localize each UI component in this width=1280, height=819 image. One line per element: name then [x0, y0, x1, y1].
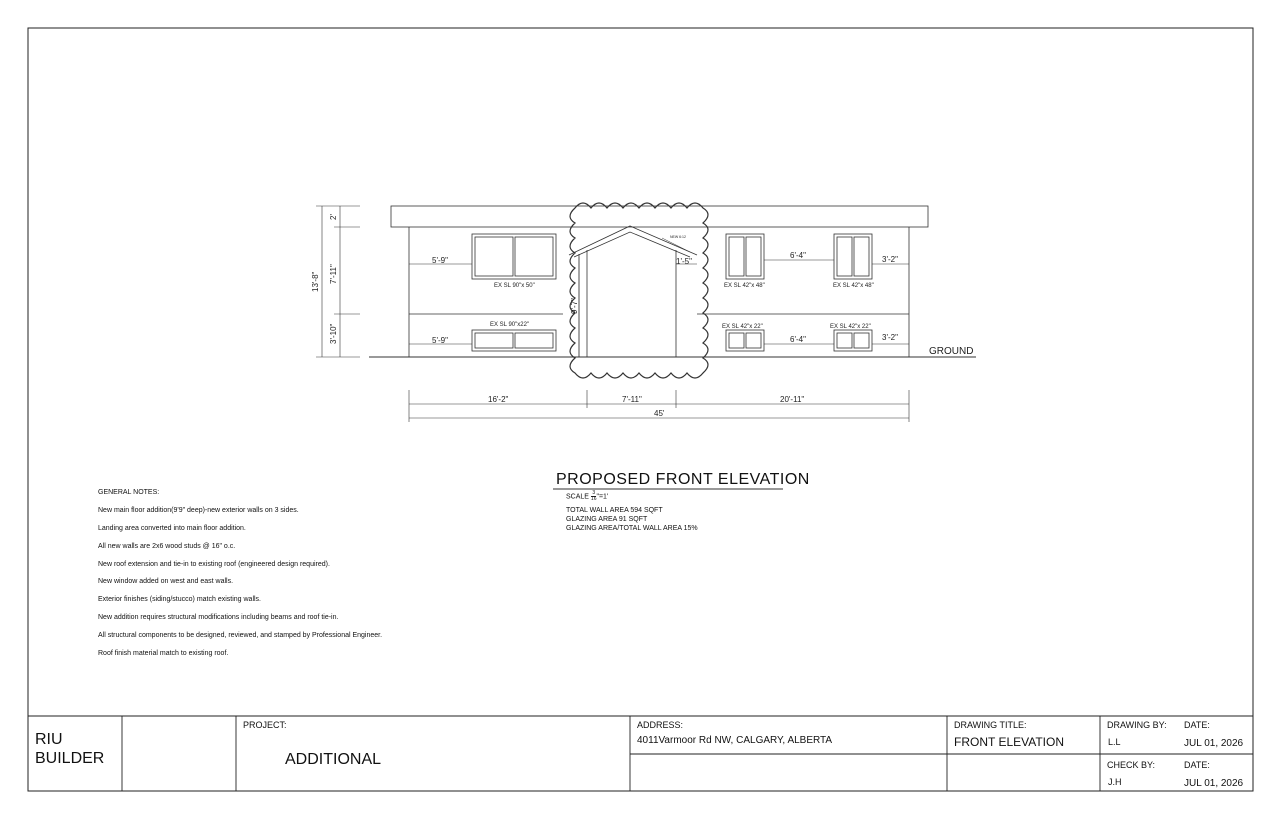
label-window-upper-right-a: EX SL 42"x 48" — [724, 283, 765, 289]
company-name-line1: RIU — [35, 731, 63, 748]
label-window-lower-right-b: EX SL 42"x 22" — [830, 324, 871, 330]
project-label: PROJECT: — [243, 720, 287, 730]
dim-upper-mid: 6'-4" — [790, 251, 806, 260]
dim-left-roof: 2' — [329, 214, 338, 220]
note-item: Roof finish material match to existing roof. — [98, 650, 229, 657]
dim-upper-left: 5'-9" — [432, 256, 448, 265]
address-label: ADDRESS: — [637, 720, 684, 730]
notes-heading: GENERAL NOTES: — [98, 489, 160, 496]
drawing-title: PROPOSED FRONT ELEVATION — [556, 471, 810, 488]
note-item: New window added on west and east walls. — [98, 578, 234, 585]
ground-label: GROUND — [929, 346, 974, 357]
dim-porch-offset: 1'-5" — [676, 257, 692, 266]
dim-upper-right: 3'-2" — [882, 255, 898, 264]
drawing-title-label: DRAWING TITLE: — [954, 720, 1027, 730]
window-upper-left — [472, 234, 556, 279]
dim-lower-right: 3'-2" — [882, 333, 898, 342]
scale-numerator: 3 — [592, 490, 596, 496]
scale-denominator: 16 — [590, 496, 597, 502]
label-window-lower-right-a: EX SL 42"x 22" — [722, 324, 763, 330]
dim-left-lower: 3'-10" — [329, 323, 338, 344]
porch-addition — [569, 226, 697, 357]
total-wall-area: TOTAL WALL AREA 594 SQFT — [566, 507, 663, 514]
date1-label: DATE: — [1184, 720, 1210, 730]
glazing-area: GLAZING AREA 91 SQFT — [566, 516, 648, 523]
scale-note — [566, 491, 608, 502]
note-item: New roof extension and tie-in to existing roof (engineered design required). — [98, 561, 330, 568]
drawn-by-value: L.L — [1108, 737, 1121, 747]
roof-fascia — [391, 206, 928, 227]
elevation-drawing — [28, 203, 1253, 791]
date1-value: JUL 01, 2026 — [1184, 738, 1244, 749]
company-name-line2: BUILDER — [35, 750, 105, 767]
glazing-ratio: GLAZING AREA/TOTAL WALL AREA 15% — [566, 525, 698, 532]
label-window-upper-left: EX SL 90"x 50" — [494, 283, 535, 289]
porch-note: NEW 6:12 — [670, 235, 686, 239]
address-value: 4011Varmoor Rd NW, CALGARY, ALBERTA — [637, 735, 833, 746]
note-item: New main floor addition(9'9" deep)-new exterior walls on 3 sides. — [98, 507, 299, 514]
check-by-label: CHECK BY: — [1107, 760, 1156, 770]
note-item: All new walls are 2x6 wood studs @ 16" o.c. — [98, 543, 236, 550]
date2-label: DATE: — [1184, 760, 1210, 770]
scale-label: SCALE — [566, 493, 589, 501]
window-upper-right-a — [726, 234, 764, 279]
note-item: New addition requires structural modifications including beams and roof tie-in. — [98, 614, 339, 621]
dim-lower-left: 5'-9" — [432, 336, 448, 345]
window-lower-right-a — [726, 330, 764, 351]
label-window-lower-left: EX SL 90"x22" — [490, 322, 530, 328]
dim-bottom-total: 45' — [654, 409, 665, 418]
drawn-by-label: DRAWING BY: — [1107, 720, 1167, 730]
dim-porch-height: 9'-7" — [570, 298, 579, 314]
window-lower-right-b — [834, 330, 872, 351]
note-item: Exterior finishes (siding/stucco) match existing walls. — [98, 596, 262, 603]
dim-bottom-right: 20'-11" — [780, 395, 805, 404]
dim-left-upper: 7'-11" — [329, 264, 338, 284]
dim-lower-mid: 6'-4" — [790, 335, 806, 344]
scale-tail: "=1' — [596, 493, 609, 501]
project-value: ADDITIONAL — [285, 751, 382, 768]
drawing-title-value: FRONT ELEVATION — [954, 735, 1065, 749]
date2-value: JUL 01, 2026 — [1184, 778, 1244, 789]
label-window-upper-right-b: EX SL 42"x 48" — [833, 283, 874, 289]
note-item: Landing area converted into main floor addition. — [98, 525, 246, 532]
left-dim-lines — [316, 206, 360, 357]
note-item: All structural components to be designed, reviewed, and stamped by Professional Engineer. — [98, 632, 383, 639]
dim-left-total: 13'-8" — [311, 271, 320, 292]
dim-bottom-mid: 7'-11" — [622, 395, 642, 404]
check-by-value: J.H — [1108, 777, 1122, 787]
window-lower-left — [472, 330, 556, 351]
revision-cloud — [570, 203, 708, 378]
sheet-border — [28, 28, 1253, 791]
window-upper-right-b — [834, 234, 872, 279]
dim-bottom-left: 16'-2" — [488, 395, 509, 404]
